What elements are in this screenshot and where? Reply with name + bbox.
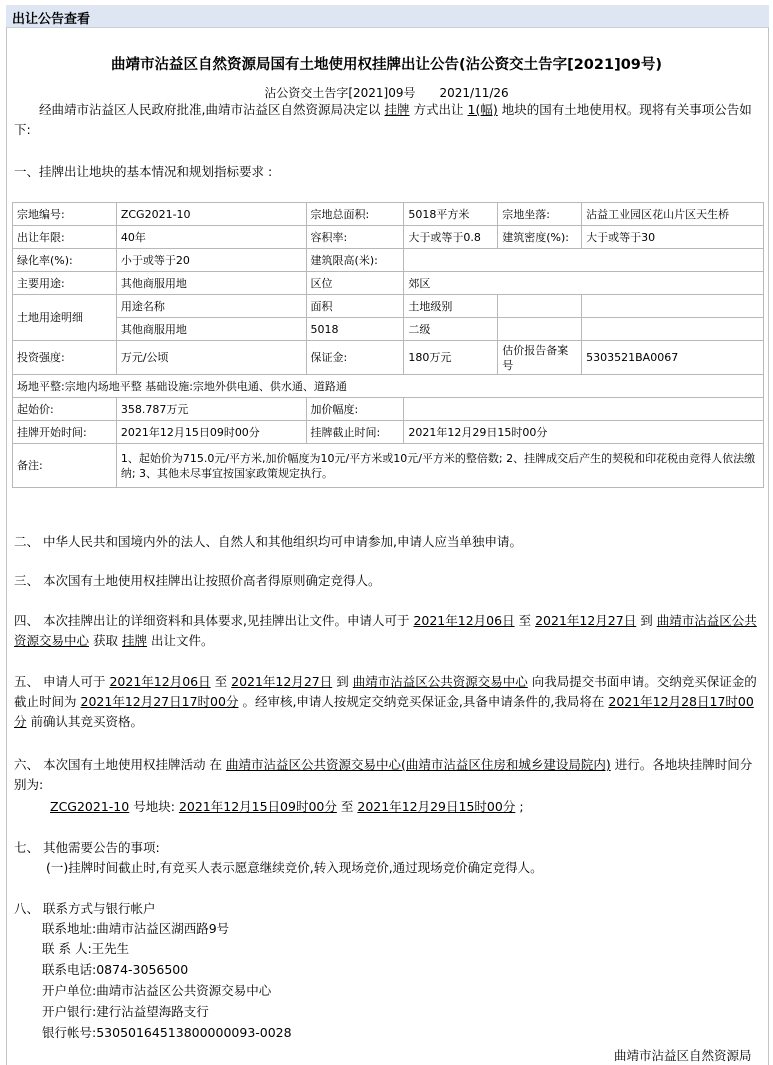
table-row xyxy=(13,249,764,272)
table-cell: 5018平方米 xyxy=(404,203,498,226)
underlined-value: 2021年12月29日15时00分 xyxy=(357,799,516,814)
text-fragment: 号地块: xyxy=(133,799,175,814)
table-row xyxy=(13,444,764,488)
table-cell: 主要用途: xyxy=(13,272,117,295)
table-cell: 投资强度: xyxy=(13,341,117,375)
page-header xyxy=(6,5,769,28)
table-row xyxy=(13,341,764,375)
table-row xyxy=(13,226,764,249)
underlined-value: 2021年12月28日17时00分 xyxy=(14,694,754,729)
underlined-value: 曲靖市沾益区公共资源交易中心 xyxy=(14,613,757,648)
underlined-value: 曲靖市沾益区公共资源交易中心 xyxy=(352,674,528,689)
table-cell: 区位 xyxy=(306,272,404,295)
text-fragment: 五、 申请人可于 xyxy=(14,674,106,689)
table-cell xyxy=(498,295,582,318)
text-fragment: 地块的国有土地使用权。现将有关事项公告如下: xyxy=(14,102,752,137)
page-header-title: 出让公告查看 xyxy=(12,12,91,27)
text-fragment: 经曲靖市沾益区人民政府批准,曲靖市沾益区自然资源局决定以 xyxy=(39,102,381,117)
section-6 xyxy=(14,755,762,795)
table-row xyxy=(13,203,764,226)
table-cell: 估价报告备案号 xyxy=(498,341,582,375)
table-cell: ZCG2021-10 xyxy=(116,203,306,226)
table-cell: 2021年12月29日15时00分 xyxy=(404,421,764,444)
table-cell: 土地级别 xyxy=(404,295,498,318)
table-cell: 绿化率(%): xyxy=(13,249,117,272)
table-row xyxy=(13,398,764,421)
table-cell: 加价幅度: xyxy=(306,398,404,421)
text-fragment: 方式出让 xyxy=(413,102,464,117)
text-fragment: 获取 xyxy=(93,633,119,648)
underlined-value: 2021年12月27日 xyxy=(535,613,637,628)
section-2: 二、 中华人民共和国境内外的法人、自然人和其他组织均可申请参加,申请人应当单独申请。 xyxy=(14,534,522,549)
footer-signature: 曲靖市沾益区自然资源局 xyxy=(614,1048,752,1063)
table-cell: 40年 xyxy=(116,226,306,249)
underlined-value: 曲靖市沾益区公共资源交易中心(曲靖市沾益区住房和城乡建设局院内) xyxy=(225,757,611,772)
text-fragment: 四、 本次挂牌出让的详细资料和具体要求,见挂牌出让文件。申请人可于 xyxy=(14,613,410,628)
table-cell: 5018 xyxy=(306,318,404,341)
account-number: 银行帐号:53050164513800000093-0028 xyxy=(42,1025,292,1040)
intro-paragraph xyxy=(14,100,762,140)
underlined-value: 2021年12月15日09时00分 xyxy=(178,799,337,814)
table-cell xyxy=(582,295,764,318)
text-fragment: 向我局提交书面申请。交纳竞买保证金的截止时间为 xyxy=(14,674,757,709)
table-cell: 面积 xyxy=(306,295,404,318)
text-fragment: 进行。各地块挂牌时间分别为: xyxy=(14,757,753,792)
underlined-value: 2021年12月06日 xyxy=(413,613,515,628)
table-cell: 180万元 xyxy=(404,341,498,375)
text-fragment: 前确认其竞买资格。 xyxy=(30,714,144,729)
table-cell: 挂牌开始时间: xyxy=(13,421,117,444)
section-8: 八、 联系方式与银行帐户 xyxy=(14,901,156,916)
table-cell: 358.787万元 xyxy=(116,398,306,421)
table-cell xyxy=(404,249,764,272)
table-cell: 2021年12月15日09时00分 xyxy=(116,421,306,444)
underlined-value: 2021年12月06日 xyxy=(109,674,211,689)
land-info-table xyxy=(12,202,764,488)
table-cell: 万元/公顷 xyxy=(116,341,306,375)
text-fragment: 至 xyxy=(214,674,228,689)
section-1-heading: 一、挂牌出让地块的基本情况和规划指标要求 : xyxy=(14,164,273,179)
account-unit: 开户单位:曲靖市沾益区公共资源交易中心 xyxy=(42,983,272,998)
table-cell: 出让年限: xyxy=(13,226,117,249)
table-cell: 小于或等于20 xyxy=(116,249,306,272)
table-cell: 容积率: xyxy=(306,226,404,249)
account-bank: 开户银行:建行沾益望海路支行 xyxy=(42,1004,209,1019)
table-cell: 建筑限高(米): xyxy=(306,249,404,272)
table-cell: 其他商服用地 xyxy=(116,272,306,295)
table-cell: 场地平整:宗地内场地平整 基础设施:宗地外供电通、供水通、道路通 xyxy=(13,375,764,398)
underlined-value: 2021年12月27日 xyxy=(231,674,333,689)
underlined-value: 挂牌 xyxy=(122,633,148,648)
publish-date: 2021/11/26 xyxy=(439,86,509,100)
section-6-schedule xyxy=(46,797,746,817)
doc-number: 沾公资交土告字[2021]09号 xyxy=(264,86,416,100)
contact-person: 联 系 人:王先生 xyxy=(42,941,130,956)
table-cell: 用途名称 xyxy=(116,295,306,318)
table-cell: 起始价: xyxy=(13,398,117,421)
underlined-value: 挂牌 xyxy=(384,102,410,117)
contact-phone: 联系电话:0874-3056500 xyxy=(42,962,189,977)
text-fragment: 出让文件。 xyxy=(151,633,214,648)
text-fragment: 至 xyxy=(518,613,532,628)
section-5 xyxy=(14,672,762,732)
contact-address: 联系地址:曲靖市沾益区湖西路9号 xyxy=(42,921,230,936)
table-cell: 土地用途明细 xyxy=(13,295,117,341)
table-cell: 大于或等于0.8 xyxy=(404,226,498,249)
table-cell: 保证金: xyxy=(306,341,404,375)
table-cell: 5303521BA0067 xyxy=(582,341,764,375)
table-cell: 其他商服用地 xyxy=(116,318,306,341)
underlined-value: ZCG2021-10 xyxy=(50,799,130,814)
section-7-item-1: (一)挂牌时间截止时,有竞买人表示愿意继续竞价,转入现场竞价,通过现场竞价确定竞得人。 xyxy=(46,860,543,875)
table-cell: 建筑密度(%): xyxy=(498,226,582,249)
table-cell xyxy=(582,318,764,341)
table-cell: 大于或等于30 xyxy=(582,226,764,249)
table-cell: 1、起始价为715.0元/平方米,加价幅度为10元/平方米或10元/平方米的整倍数; 2、挂牌成交后产生的契税和印花税由竞得人依法缴纳; 3、其他未尽事宜按国家政策规定执行。 xyxy=(116,444,763,488)
text-fragment: ; xyxy=(519,799,524,814)
notice-meta xyxy=(0,84,773,101)
text-fragment: 至 xyxy=(340,799,354,814)
table-cell xyxy=(498,318,582,341)
notice-title: 曲靖市沾益区自然资源局国有土地使用权挂牌出让公告(沾公资交土告字[2021]09号) xyxy=(110,57,663,73)
table-cell: 沾益工业园区花山片区天生桥 xyxy=(582,203,764,226)
underlined-value: 1(幅) xyxy=(467,102,498,117)
table-cell: 宗地坐落: xyxy=(498,203,582,226)
table-row xyxy=(13,421,764,444)
section-7: 七、 其他需要公告的事项: xyxy=(14,840,160,855)
table-cell: 二级 xyxy=(404,318,498,341)
table-row xyxy=(13,318,764,341)
text-fragment: 。经审核,申请人按规定交纳竞买保证金,具备申请条件的,我局将在 xyxy=(242,694,605,709)
text-fragment: 到 xyxy=(336,674,349,689)
table-cell: 宗地编号: xyxy=(13,203,117,226)
table-cell: 备注: xyxy=(13,444,117,488)
table-row xyxy=(13,375,764,398)
table-cell: 郊区 xyxy=(404,272,764,295)
section-3: 三、 本次国有土地使用权挂牌出让按照价高者得原则确定竞得人。 xyxy=(14,573,381,588)
table-cell: 挂牌截止时间: xyxy=(306,421,404,444)
section-4 xyxy=(14,611,762,651)
table-row xyxy=(13,272,764,295)
table-row xyxy=(13,295,764,318)
underlined-value: 2021年12月27日17时00分 xyxy=(80,694,239,709)
text-fragment: 到 xyxy=(640,613,653,628)
table-cell xyxy=(404,398,764,421)
table-cell: 宗地总面积: xyxy=(306,203,404,226)
text-fragment: 六、 本次国有土地使用权挂牌活动 在 xyxy=(14,757,222,772)
